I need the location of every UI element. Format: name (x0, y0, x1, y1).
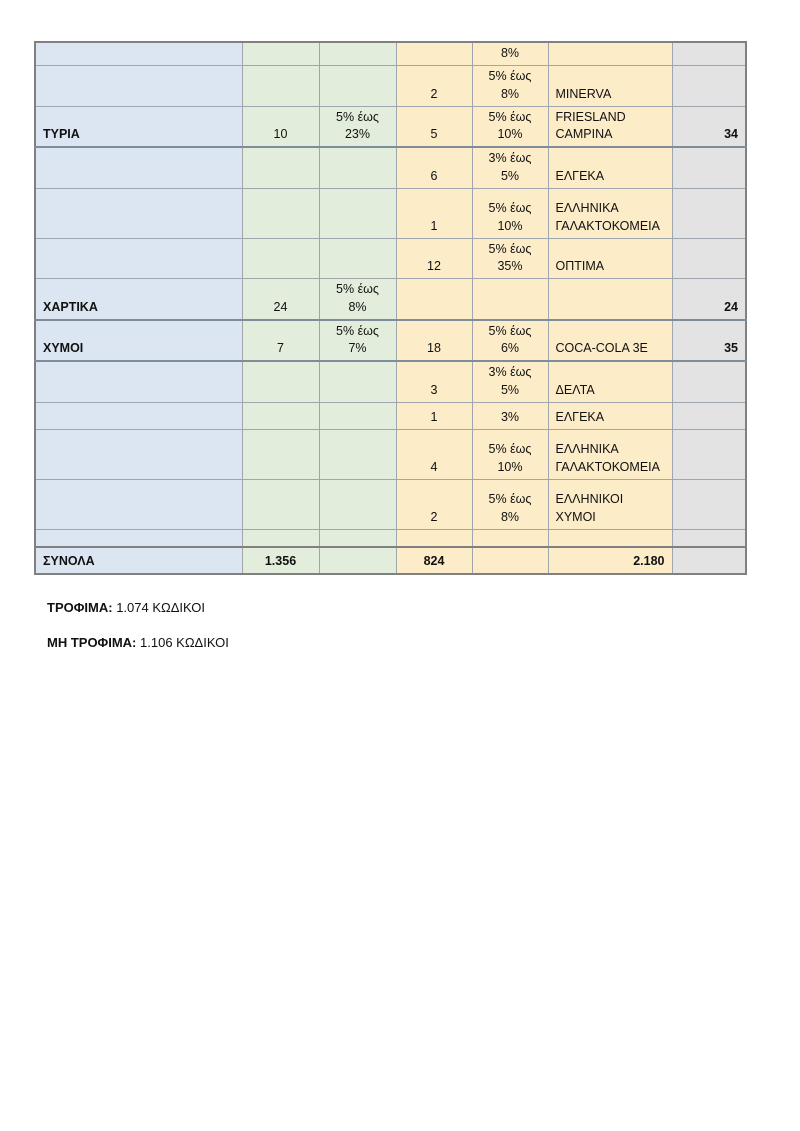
table-row (35, 106, 746, 147)
cell-pct2: 8% (472, 42, 548, 66)
cell-brand: FRIESLAND CAMPINA (548, 106, 672, 147)
cell-pct2 (472, 529, 548, 547)
cell-pct1 (319, 238, 396, 279)
cell-count2: 5 (396, 106, 472, 147)
table-row (35, 529, 746, 547)
cell-pct1: 5% έως 23% (319, 106, 396, 147)
table-row (35, 479, 746, 529)
cell-brand: MINERVA (548, 66, 672, 107)
cell-count1 (242, 402, 319, 429)
table-row (35, 402, 746, 429)
cell-count1 (242, 529, 319, 547)
cell-count1 (242, 66, 319, 107)
table-body (35, 42, 746, 574)
cell-brand: ΔΕΛΤΑ (548, 361, 672, 402)
cell-pct1 (319, 429, 396, 479)
totals-cell-category: ΣΥΝΟΛΑ (35, 547, 242, 574)
cell-category (35, 188, 242, 238)
cell-brand: ΕΛΓΕΚΑ (548, 402, 672, 429)
cell-total (672, 429, 746, 479)
table-row (35, 238, 746, 279)
cell-brand: ΕΛΛΗΝΙΚΑ ΓΑΛΑΚΤΟΚΟΜΕΙΑ (548, 188, 672, 238)
cell-count2: 2 (396, 479, 472, 529)
cell-brand (548, 529, 672, 547)
cell-category (35, 479, 242, 529)
note-trofima-label: ΤΡΟΦΙΜΑ: (47, 600, 113, 615)
totals-cell-brand: 2.180 (548, 547, 672, 574)
cell-category (35, 42, 242, 66)
totals-cell-pct2 (472, 547, 548, 574)
cell-count2: 1 (396, 402, 472, 429)
cell-count1: 24 (242, 279, 319, 320)
cell-category (35, 361, 242, 402)
cell-brand (548, 42, 672, 66)
cell-total (672, 479, 746, 529)
cell-count2: 6 (396, 147, 472, 188)
cell-brand: ΕΛΓΕΚΑ (548, 147, 672, 188)
cell-category (35, 429, 242, 479)
cell-pct2 (472, 279, 548, 320)
cell-pct1 (319, 147, 396, 188)
cell-count1: 10 (242, 106, 319, 147)
cell-category: ΧΥΜΟΙ (35, 320, 242, 362)
cell-pct1 (319, 188, 396, 238)
cell-count2: 2 (396, 66, 472, 107)
cell-total (672, 42, 746, 66)
table-row (35, 361, 746, 402)
cell-total (672, 402, 746, 429)
cell-count1 (242, 429, 319, 479)
cell-pct2: 3% έως 5% (472, 361, 548, 402)
cell-pct1 (319, 529, 396, 547)
cell-count2: 3 (396, 361, 472, 402)
cell-total: 24 (672, 279, 746, 320)
table-row (35, 66, 746, 107)
cell-pct2: 5% έως 6% (472, 320, 548, 362)
cell-pct2: 5% έως 10% (472, 106, 548, 147)
table-row (35, 147, 746, 188)
note-mi-trofima-value: 1.106 ΚΩΔΙΚΟΙ (140, 635, 229, 650)
cell-pct1: 5% έως 8% (319, 279, 396, 320)
cell-count1 (242, 42, 319, 66)
cell-brand: ΕΛΛΗΝΙΚΑ ΓΑΛΑΚΤΟΚΟΜΕΙΑ (548, 429, 672, 479)
table-row (35, 42, 746, 66)
totals-cell-count1: 1.356 (242, 547, 319, 574)
table-row (35, 320, 746, 362)
cell-count1 (242, 188, 319, 238)
cell-total: 34 (672, 106, 746, 147)
product-category-table (34, 41, 747, 575)
cell-count2 (396, 529, 472, 547)
cell-brand: COCA-COLA 3E (548, 320, 672, 362)
cell-category: ΤΥΡΙΑ (35, 106, 242, 147)
cell-count2 (396, 42, 472, 66)
cell-pct2: 3% (472, 402, 548, 429)
cell-category: ΧΑΡΤΙΚΑ (35, 279, 242, 320)
footnotes (47, 600, 647, 670)
cell-total (672, 147, 746, 188)
cell-count1 (242, 479, 319, 529)
cell-pct2: 5% έως 10% (472, 429, 548, 479)
cell-count1: 7 (242, 320, 319, 362)
cell-count1 (242, 238, 319, 279)
note-mi-trofima-label: ΜΗ ΤΡΟΦΙΜΑ: (47, 635, 137, 650)
cell-pct2: 3% έως 5% (472, 147, 548, 188)
cell-pct2: 5% έως 10% (472, 188, 548, 238)
note-mi-trofima (47, 635, 647, 650)
table-row (35, 279, 746, 320)
cell-pct1 (319, 42, 396, 66)
cell-brand: ΕΛΛΗΝΙΚΟΙ ΧΥΜΟΙ (548, 479, 672, 529)
cell-category (35, 66, 242, 107)
cell-pct2: 5% έως 35% (472, 238, 548, 279)
cell-total (672, 66, 746, 107)
cell-pct1 (319, 361, 396, 402)
cell-pct2: 5% έως 8% (472, 66, 548, 107)
cell-count2: 1 (396, 188, 472, 238)
cell-brand: ΟΠΤΙΜΑ (548, 238, 672, 279)
cell-category (35, 238, 242, 279)
cell-count2: 18 (396, 320, 472, 362)
cell-total (672, 188, 746, 238)
cell-pct1 (319, 402, 396, 429)
cell-pct1 (319, 66, 396, 107)
cell-count1 (242, 147, 319, 188)
cell-total (672, 361, 746, 402)
table-container (34, 41, 745, 575)
totals-cell-pct1 (319, 547, 396, 574)
note-trofima-value: 1.074 ΚΩΔΙΚΟΙ (116, 600, 206, 615)
cell-total (672, 238, 746, 279)
cell-count2: 4 (396, 429, 472, 479)
cell-pct1: 5% έως 7% (319, 320, 396, 362)
cell-brand (548, 279, 672, 320)
note-trofima (47, 600, 647, 615)
cell-count2 (396, 279, 472, 320)
cell-pct2: 5% έως 8% (472, 479, 548, 529)
cell-total: 35 (672, 320, 746, 362)
table-row (35, 429, 746, 479)
table-totals-row (35, 547, 746, 574)
cell-category (35, 147, 242, 188)
cell-total (672, 529, 746, 547)
cell-category (35, 402, 242, 429)
cell-pct1 (319, 479, 396, 529)
table-row (35, 188, 746, 238)
totals-cell-total (672, 547, 746, 574)
cell-count1 (242, 361, 319, 402)
totals-cell-count2: 824 (396, 547, 472, 574)
cell-category (35, 529, 242, 547)
cell-count2: 12 (396, 238, 472, 279)
